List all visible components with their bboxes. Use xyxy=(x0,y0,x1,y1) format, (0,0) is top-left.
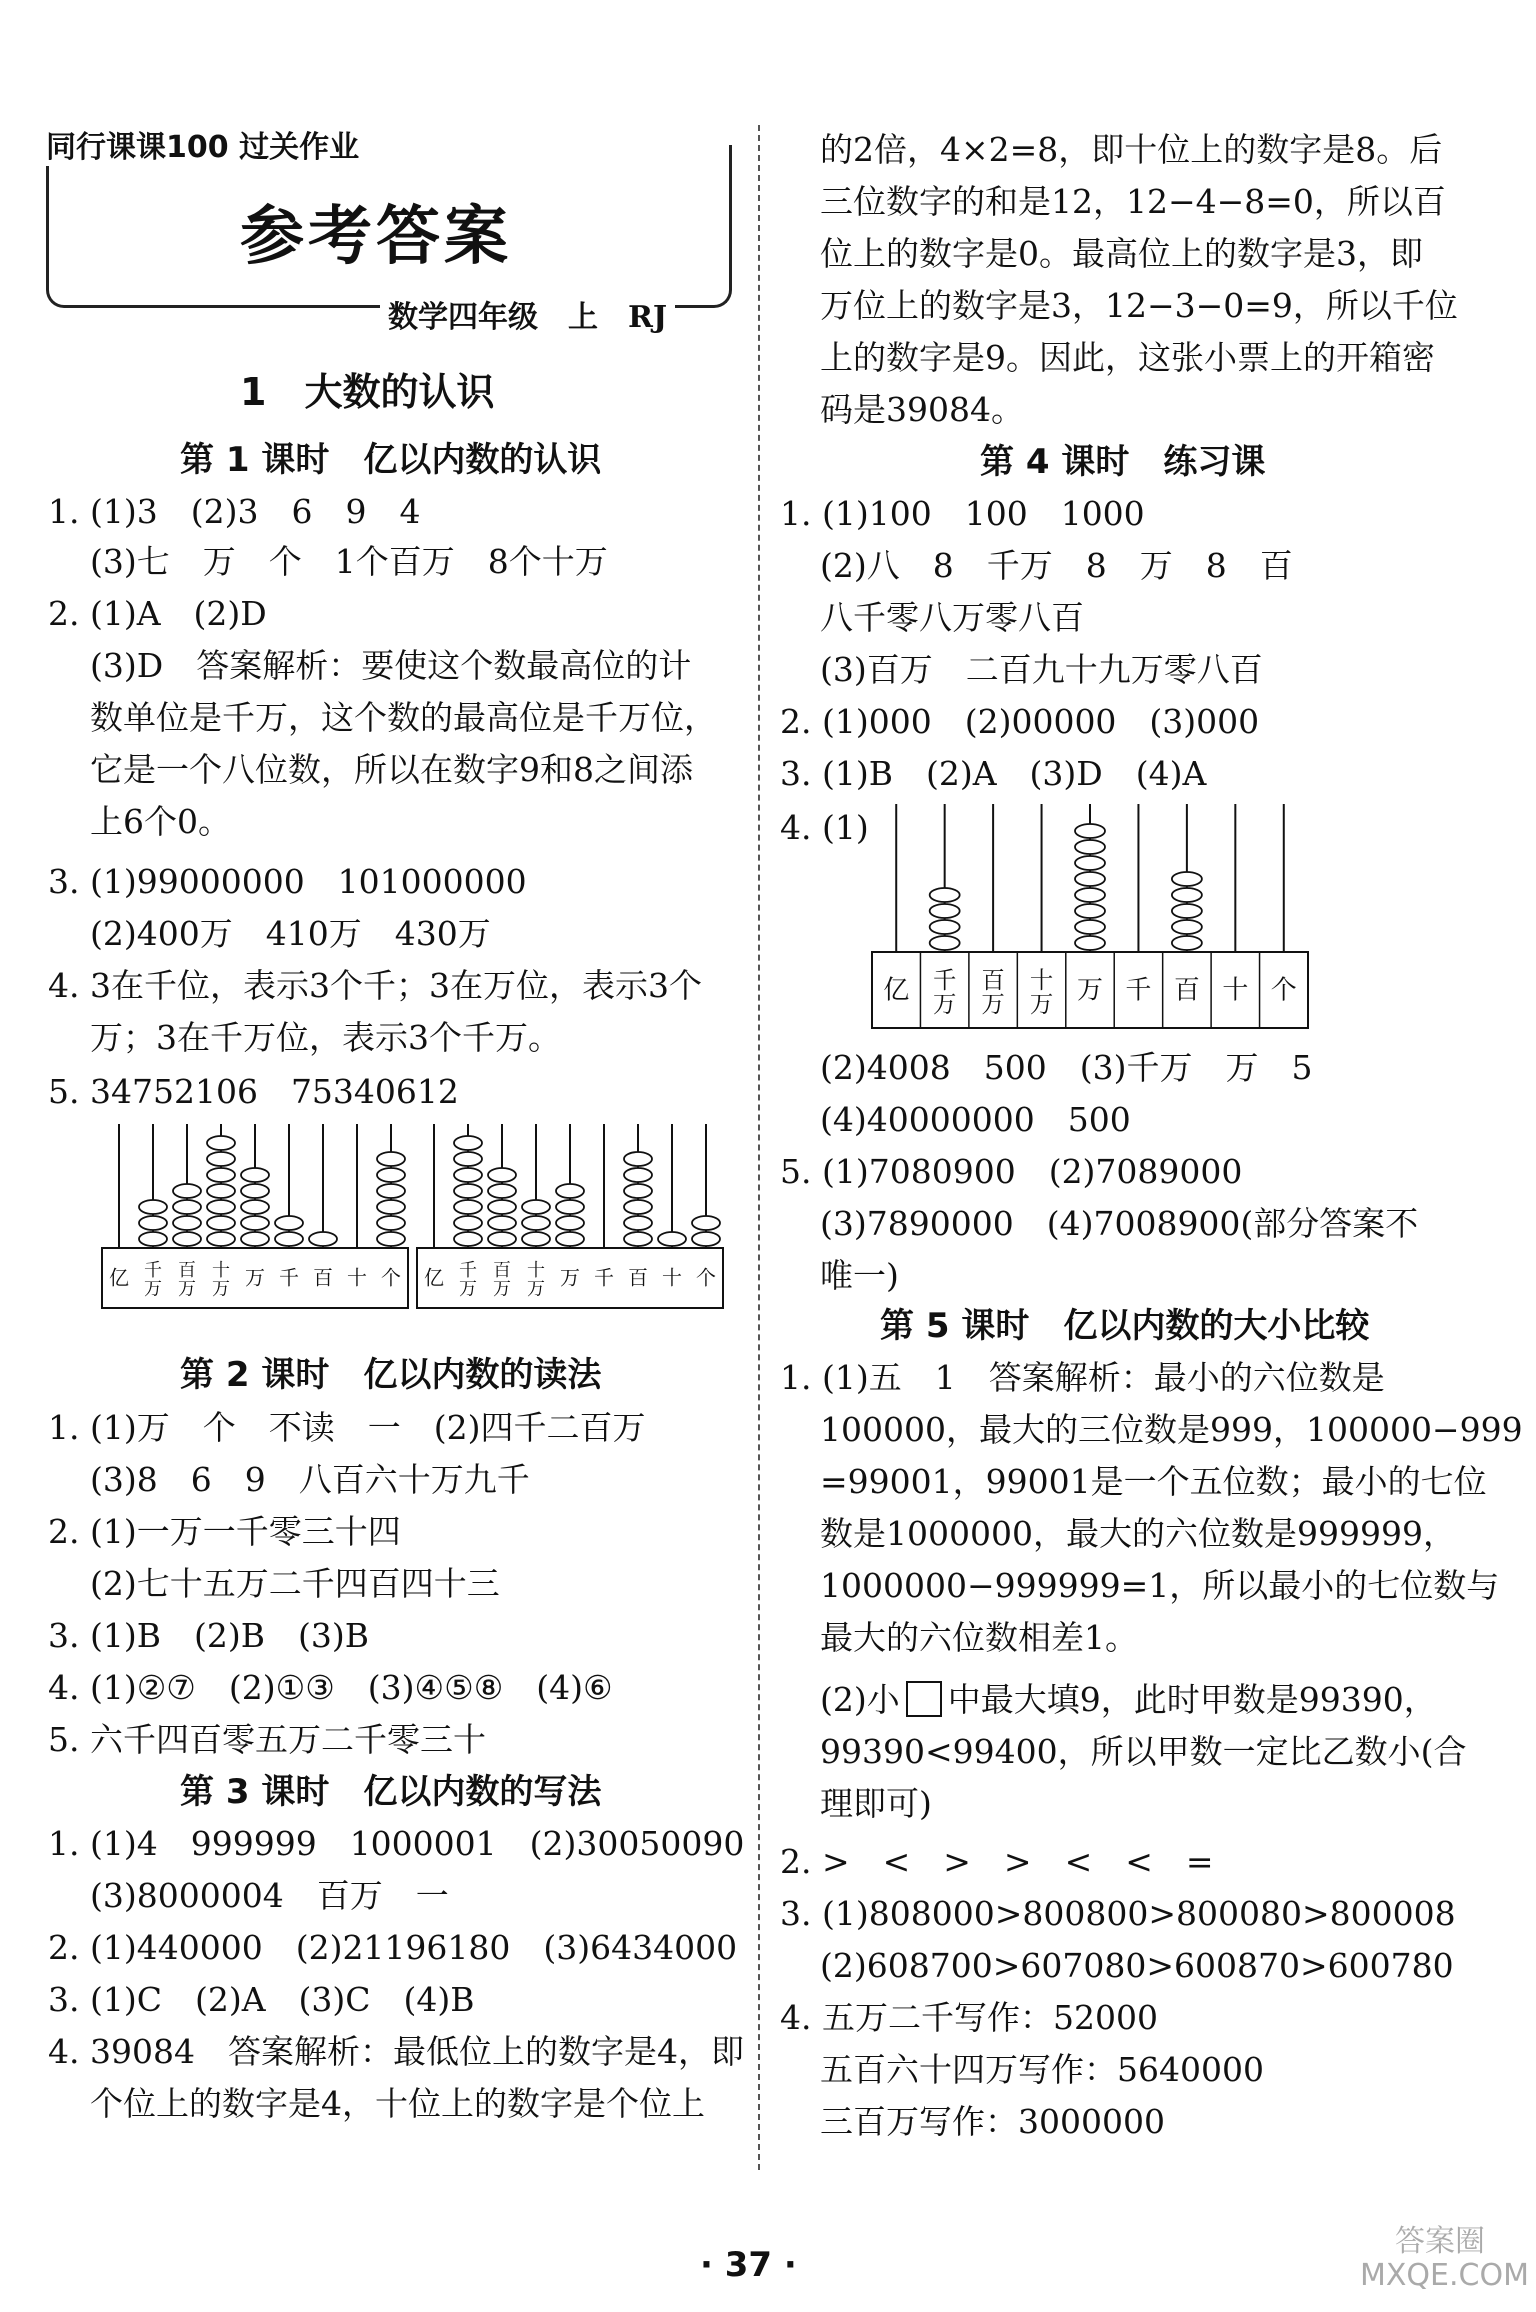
abacus-place-label: 万 xyxy=(560,1265,580,1290)
unit-title: 1 大数的认识 xyxy=(240,370,495,414)
abacus-place-label: 百 xyxy=(313,1265,333,1290)
answer-line: 2. (1)一万一千零三十四 xyxy=(48,1512,401,1551)
abacus-bead xyxy=(207,1168,235,1182)
abacus-bead xyxy=(207,1216,235,1230)
abacus-40080500 xyxy=(870,800,1310,1030)
abacus-place-label: 万 xyxy=(245,1265,265,1290)
abacus-bead xyxy=(377,1232,405,1246)
page-title: 参考答案 xyxy=(240,200,512,274)
watermark-logo: 答案圈 MXQE.COM xyxy=(1360,2224,1529,2293)
abacus-bead xyxy=(207,1136,235,1150)
answer-line: 唯一) xyxy=(820,1256,899,1295)
answer-line: (2)4008 500 (3)千万 万 5 xyxy=(820,1048,1313,1087)
answer-line: 1. (1)五 1 答案解析：最小的六位数是 xyxy=(780,1358,1385,1397)
answer-line: 三百万写作：3000000 xyxy=(820,2102,1165,2141)
answer-line: 2. > < > > < < = xyxy=(780,1842,1214,1881)
abacus-bead xyxy=(377,1200,405,1214)
answer-line: 1. (1)3 (2)3 6 9 4 xyxy=(48,492,421,531)
answer-line: 2. (1)A (2)D xyxy=(48,594,267,633)
blank-box xyxy=(906,1681,942,1717)
abacus-bead xyxy=(241,1200,269,1214)
abacus-bead xyxy=(1172,872,1202,886)
abacus-bead xyxy=(1075,856,1105,870)
lesson-2-title: 第 2 课时 亿以内数的读法 xyxy=(180,1355,602,1395)
abacus-place-label: 十 xyxy=(1222,975,1249,1006)
answer-line: 2. (1)000 (2)00000 (3)000 xyxy=(780,702,1260,741)
abacus-bead xyxy=(377,1216,405,1230)
abacus-bead xyxy=(454,1152,482,1166)
lesson-1-title: 第 1 课时 亿以内数的认识 xyxy=(180,440,602,480)
abacus-bead xyxy=(1172,920,1202,934)
abacus-bead xyxy=(139,1216,167,1230)
abacus-bead xyxy=(275,1216,303,1230)
abacus-bead xyxy=(522,1216,550,1230)
abacus-place-label: 万 xyxy=(1076,975,1104,1006)
abacus-place-label: 万 xyxy=(459,1279,477,1300)
abacus-place-label: 千 xyxy=(279,1265,299,1290)
abacus-place-label: 百 xyxy=(1173,975,1200,1006)
lesson-3-title: 第 3 课时 亿以内数的写法 xyxy=(180,1772,602,1812)
abacus-bead xyxy=(1075,824,1105,838)
answer-line: 八千零八万零八百 xyxy=(820,598,1084,637)
abacus-bead xyxy=(556,1216,584,1230)
abacus-place-label: 个 xyxy=(696,1265,716,1290)
lesson-5-title: 第 5 课时 亿以内数的大小比较 xyxy=(880,1306,1370,1346)
abacus-bead xyxy=(1172,888,1202,902)
abacus-bead xyxy=(658,1232,686,1246)
answer-line: 理即可) xyxy=(820,1784,932,1823)
abacus-bead xyxy=(556,1200,584,1214)
answer-line: 3. (1)99000000 101000000 xyxy=(48,862,527,901)
abacus-place-label: 亿 xyxy=(109,1265,129,1290)
answer-line: 的2倍，4×2=8，即十位上的数字是8。后 xyxy=(820,130,1443,169)
answer-line: 上6个0。 xyxy=(90,802,231,841)
abacus-bead xyxy=(207,1200,235,1214)
answer-line: 1. (1)4 999999 1000001 (2)30050090 xyxy=(48,1824,745,1863)
answer-line: 5. (1)7080900 (2)7089000 xyxy=(780,1152,1243,1191)
abacus-place-label: 十 xyxy=(347,1265,367,1290)
abacus-bead xyxy=(930,936,960,950)
answer-line: 码是39084。 xyxy=(820,390,1024,429)
abacus-bead xyxy=(377,1152,405,1166)
answer-line: (2)400万 410万 430万 xyxy=(90,914,491,953)
answer-line: (3)8 6 9 八百六十万九千 xyxy=(90,1460,530,1499)
grade-subtitle: 数学四年级 上 RJ xyxy=(380,292,675,336)
answer-line: 4. (1)②⑦ (2)①③ (3)④⑤⑧ (4)⑥ xyxy=(48,1668,613,1707)
abacus-bead xyxy=(241,1216,269,1230)
answer-line: 上的数字是9。因此，这张小票上的开箱密 xyxy=(820,338,1435,377)
answer-line: 5. 34752106 75340612 xyxy=(48,1072,459,1111)
abacus-bead xyxy=(1075,872,1105,886)
answer-line: 99390<99400，所以甲数一定比乙数小(合 xyxy=(820,1732,1467,1771)
abacus-bead xyxy=(139,1232,167,1246)
abacus-place-label: 千 xyxy=(932,966,957,994)
answer-line: (3)7890000 (4)7008900(部分答案不 xyxy=(820,1204,1419,1243)
abacus-bead xyxy=(556,1184,584,1198)
answer-line: 位上的数字是0。最高位上的数字是3，即 xyxy=(820,234,1423,273)
abacus-bead xyxy=(488,1200,516,1214)
abacus-place-label: 个 xyxy=(1270,975,1297,1006)
answer-line: 三位数字的和是12，12−4−8=0，所以百 xyxy=(820,182,1446,221)
abacus-bead xyxy=(488,1168,516,1182)
abacus-bead xyxy=(522,1232,550,1246)
abacus-bead xyxy=(1075,904,1105,918)
answer-line: (3)百万 二百九十九万零八百 xyxy=(820,650,1263,689)
answer-line: 2. (1)440000 (2)21196180 (3)6434000 xyxy=(48,1928,738,1967)
answer-line: 五百六十四万写作：5640000 xyxy=(820,2050,1264,2089)
abacus-place-label: 百 xyxy=(178,1260,196,1281)
abacus-place-label: 万 xyxy=(144,1279,162,1300)
abacus-place-label: 千 xyxy=(459,1260,477,1281)
abacus-place-label: 个 xyxy=(381,1265,401,1290)
answer-line: (2)七十五万二千四百四十三 xyxy=(90,1564,500,1603)
answer-text: (2)小 xyxy=(820,1680,900,1719)
answer-line: 1. (1)万 个 不读 一 (2)四千二百万 xyxy=(48,1408,646,1447)
abacus-bead xyxy=(454,1184,482,1198)
answer-line: (2)608700>607080>600870>600780 xyxy=(820,1946,1454,1985)
answer-line: (3)D 答案解析：要使这个数最高位的计 xyxy=(90,646,692,685)
abacus-place-label: 十 xyxy=(527,1260,545,1281)
abacus-place-label: 百 xyxy=(493,1260,511,1281)
column-divider xyxy=(758,125,760,2170)
answer-line: 它是一个八位数，所以在数字9和8之间添 xyxy=(90,750,693,789)
abacus-bead xyxy=(454,1136,482,1150)
abacus-bead xyxy=(173,1184,201,1198)
answer-line: 数单位是千万，这个数的最高位是千万位， xyxy=(90,698,717,737)
answer-line: (3)七 万 个 1个百万 8个十万 xyxy=(90,542,608,581)
abacus-bead xyxy=(454,1168,482,1182)
answer-line: 1000000−999999=1，所以最小的七位数与 xyxy=(820,1566,1500,1605)
abacus-place-label: 万 xyxy=(932,990,957,1019)
answer-line: 1. (1)100 100 1000 xyxy=(780,494,1145,533)
abacus-place-label: 万 xyxy=(178,1279,196,1300)
answer-line: 万；3在千万位，表示3个千万。 xyxy=(90,1018,561,1057)
abacus-bead xyxy=(488,1184,516,1198)
abacus-bead xyxy=(173,1232,201,1246)
answer-line: 3. (1)B (2)B (3)B xyxy=(48,1616,369,1655)
abacus-bead xyxy=(173,1216,201,1230)
abacus-place-label: 千 xyxy=(1125,975,1152,1006)
abacus-34752106 xyxy=(100,1120,410,1310)
abacus-bead xyxy=(930,920,960,934)
abacus-bead xyxy=(207,1184,235,1198)
abacus-75340612 xyxy=(415,1120,725,1310)
answer-line: 3. (1)808000>800800>800080>800008 xyxy=(780,1894,1456,1933)
answer-line: 3. (1)C (2)A (3)C (4)B xyxy=(48,1980,475,2019)
abacus-bead xyxy=(624,1200,652,1214)
abacus-bead xyxy=(624,1168,652,1182)
answer-text: 中最大填9，此时甲数是99390， xyxy=(947,1680,1437,1719)
abacus-bead xyxy=(1075,936,1105,950)
abacus-place-label: 千 xyxy=(144,1260,162,1281)
abacus-place-label: 百 xyxy=(981,966,1005,994)
abacus-place-label: 万 xyxy=(981,990,1005,1019)
answer-line: 万位上的数字是3，12−3−0=9，所以千位 xyxy=(820,286,1458,325)
answer-line: 4. 五万二千写作：52000 xyxy=(780,1998,1158,2037)
series-label: 同行课课100 过关作业 xyxy=(40,122,365,166)
abacus-place-label: 十 xyxy=(662,1265,682,1290)
answer-line: 4. (1) xyxy=(780,808,869,847)
answer-line: 个位上的数字是4，十位上的数字是个位上 xyxy=(90,2084,705,2123)
abacus-bead xyxy=(692,1216,720,1230)
abacus-bead xyxy=(1075,840,1105,854)
abacus-bead xyxy=(241,1168,269,1182)
abacus-bead xyxy=(522,1200,550,1214)
abacus-bead xyxy=(377,1184,405,1198)
abacus-bead xyxy=(624,1232,652,1246)
abacus-bead xyxy=(488,1216,516,1230)
abacus-bead xyxy=(930,904,960,918)
answer-line: (3)8000004 百万 一 xyxy=(90,1876,449,1915)
abacus-place-label: 千 xyxy=(594,1265,614,1290)
abacus-place-label: 万 xyxy=(212,1279,230,1300)
abacus-bead xyxy=(207,1232,235,1246)
answer-line: 5. 六千四百零五万二千零三十 xyxy=(48,1720,486,1759)
abacus-bead xyxy=(454,1200,482,1214)
abacus-place-label: 万 xyxy=(527,1279,545,1300)
abacus-bead xyxy=(930,888,960,902)
abacus-bead xyxy=(624,1152,652,1166)
abacus-place-label: 万 xyxy=(493,1279,511,1300)
abacus-place-label: 十 xyxy=(212,1260,230,1281)
abacus-bead xyxy=(207,1152,235,1166)
abacus-place-label: 十 xyxy=(1029,966,1054,994)
abacus-bead xyxy=(377,1168,405,1182)
abacus-bead xyxy=(624,1184,652,1198)
abacus-place-label: 亿 xyxy=(883,975,910,1006)
abacus-bead xyxy=(275,1232,303,1246)
answer-line: 100000，最大的三位数是999，100000−999 xyxy=(820,1410,1523,1449)
answer-line: 最大的六位数相差1。 xyxy=(820,1618,1138,1657)
abacus-bead xyxy=(454,1232,482,1246)
page-number: · 37 · xyxy=(700,2245,797,2285)
abacus-bead xyxy=(173,1200,201,1214)
abacus-bead xyxy=(624,1216,652,1230)
abacus-bead xyxy=(692,1232,720,1246)
abacus-bead xyxy=(488,1232,516,1246)
answer-line: =99001，99001是一个五位数；最小的七位 xyxy=(820,1462,1487,1501)
answer-line: 3. (1)B (2)A (3)D (4)A xyxy=(780,754,1207,793)
abacus-bead xyxy=(139,1200,167,1214)
abacus-bead xyxy=(1172,904,1202,918)
answer-line: (2)八 8 千万 8 万 8 百 xyxy=(820,546,1293,585)
abacus-bead xyxy=(454,1216,482,1230)
abacus-bead xyxy=(1075,920,1105,934)
answer-line xyxy=(820,1680,1437,1720)
abacus-bead xyxy=(241,1232,269,1246)
abacus-bead xyxy=(556,1232,584,1246)
lesson-4-title: 第 4 课时 练习课 xyxy=(980,442,1266,482)
answer-line: 4. 3在千位，表示3个千；3在万位，表示3个 xyxy=(48,966,702,1005)
abacus-place-label: 万 xyxy=(1029,990,1054,1019)
abacus-place-label: 亿 xyxy=(424,1265,444,1290)
answer-line: (4)40000000 500 xyxy=(820,1100,1131,1139)
answer-line: 数是1000000，最大的六位数是999999， xyxy=(820,1514,1456,1553)
answer-line: 4. 39084 答案解析：最低位上的数字是4，即 xyxy=(48,2032,744,2071)
abacus-bead xyxy=(1172,936,1202,950)
abacus-bead xyxy=(241,1184,269,1198)
abacus-place-label: 百 xyxy=(628,1265,648,1290)
abacus-bead xyxy=(1075,888,1105,902)
abacus-bead xyxy=(309,1232,337,1246)
